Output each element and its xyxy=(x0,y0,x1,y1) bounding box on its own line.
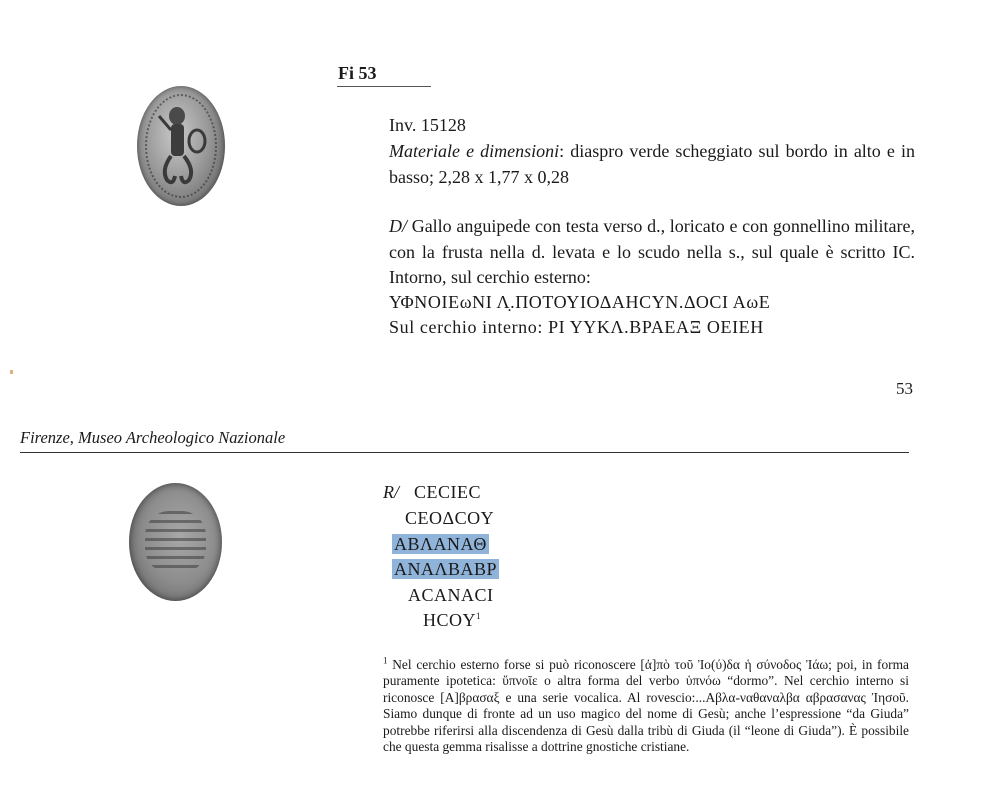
inner-circle-label: Sul cerchio interno: xyxy=(389,317,549,337)
anguipede-figure-icon xyxy=(137,86,225,206)
page-number: 53 xyxy=(896,379,913,398)
reverse-line-5: ΑCΑΝΑCΙ xyxy=(408,585,494,605)
inner-circle-inscription: ΡΙ ΥΥΚΛ.ΒΡΑΕΑΞ ΟΕΙΕΗ xyxy=(548,317,764,337)
outer-circle-inscription: ΥΦΝΟΙΕωΝΙ Λ̣.ΠΟΤΟΥΙΟΔΑΗCΥΝ.ΔΟCΙ ΑωΕ xyxy=(389,292,771,312)
gem-obverse-image xyxy=(137,86,225,206)
selected-text-highlight[interactable]: ΑΒΛΑΝΑΘ xyxy=(394,534,487,554)
material-dimensions xyxy=(389,139,915,190)
title-underline xyxy=(337,86,431,87)
gem-reverse-image xyxy=(129,483,222,601)
footnote xyxy=(383,657,909,755)
reverse-line-1: CECIEC xyxy=(414,482,482,502)
gem-engraved-lines xyxy=(145,511,206,573)
reverse-label xyxy=(383,482,399,503)
inner-circle-line xyxy=(389,317,764,338)
selected-text-highlight[interactable]: ΑΝΑΛΒΑΒΡ xyxy=(394,559,498,579)
obverse-label: D/ xyxy=(389,216,407,236)
reverse-line-6 xyxy=(423,610,481,631)
footnote-text: Nel cerchio esterno forse si può riconoscere [ἀ]πὸ τοῦ Ἰο(ύ)δα ἡ σύνοδος Ἰάω; poi, in forma puramente ipotetica: ὕπνοῖε o altra forma del verbo ὑπνόω “dormo”. Nel cerchio interno si riconosce [Α]βρασαξ e una serie vocalica. Al rovescio:...Αβλα-ναθαναλβα αβρασανας Ἰησοῦ. Siamo dunque di fronte ad un uso magico del nome di Gesù; anche l’espressione “da Giuda” potrebbe riferirsi alla discendenza di Gesù dalla tribù di Giuda (il “leone di Giuda”). È possibile che questa gemma risalisse a dottrine gnostiche cristiane. xyxy=(383,657,909,755)
running-header-rule xyxy=(20,452,909,453)
reverse-line-4 xyxy=(392,559,499,580)
entry-title: Fi 53 xyxy=(338,63,377,83)
footnote-reference[interactable]: 1 xyxy=(476,611,482,621)
obverse-description xyxy=(389,214,915,291)
stray-mark xyxy=(10,370,13,374)
running-header: Firenze, Museo Archeologico Nazionale xyxy=(20,428,286,447)
reverse-label-text: R/ xyxy=(383,482,399,502)
footnote-marker: 1 xyxy=(383,655,388,666)
material-label: Materiale e dimensioni xyxy=(389,141,560,161)
obverse-text: Gallo anguipede con testa verso d., loricato e con gonnellino militare, con la frusta nella d. levata e lo scudo nella s., sul quale è scritto IC. Intorno, sul cerchio esterno: xyxy=(389,216,915,287)
reverse-line-2: CEOΔCOΥ xyxy=(405,508,495,528)
reverse-line-6-text: ΗCOΥ xyxy=(423,610,477,630)
inventory-number: Inv. 15128 xyxy=(389,115,466,135)
reverse-line-3 xyxy=(392,534,489,555)
material-text: : diaspro verde scheggiato sul bordo in alto e in basso; 2,28 x 1,77 x 0,28 xyxy=(389,141,915,187)
